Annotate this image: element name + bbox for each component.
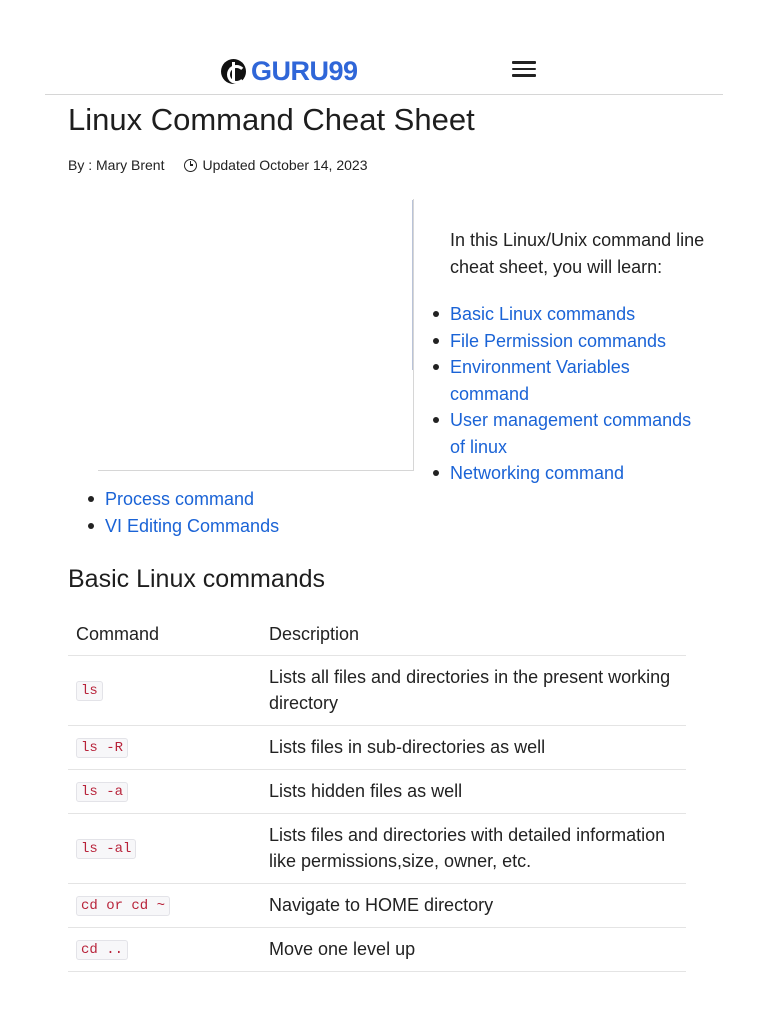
- table-of-contents-continued: [88, 486, 388, 539]
- table-row: [68, 927, 686, 971]
- command-code: ls -R: [76, 738, 128, 758]
- hamburger-icon-bar: [512, 74, 536, 77]
- table-row: [68, 813, 686, 883]
- site-logo[interactable]: [221, 56, 358, 86]
- command-cell: [68, 883, 261, 927]
- table-row: [68, 769, 686, 813]
- toc-item: [88, 513, 388, 540]
- description-cell: Move one level up: [261, 927, 686, 971]
- table-of-contents: [433, 301, 708, 487]
- description-cell: Lists all files and directories in the present working directory: [261, 655, 686, 725]
- hamburger-icon-bar: [512, 68, 536, 71]
- toc-link-user-management[interactable]: User management commands of linux: [450, 410, 692, 457]
- command-code: cd or cd ~: [76, 896, 170, 916]
- guru99-logo-icon: [221, 59, 246, 84]
- toc-link-file-permission-commands[interactable]: File Permission commands: [450, 330, 667, 351]
- page-title: Linux Command Cheat Sheet: [68, 102, 475, 137]
- hamburger-menu-button[interactable]: [512, 58, 536, 80]
- command-code: cd ..: [76, 940, 128, 960]
- author-label: By : Mary Brent: [68, 157, 165, 173]
- command-code: ls -a: [76, 782, 128, 802]
- toc-link-basic-linux-commands[interactable]: Basic Linux commands: [450, 304, 636, 324]
- description-cell: Lists hidden files as well: [261, 769, 686, 813]
- hamburger-icon-bar: [512, 61, 536, 64]
- section-heading: Basic Linux commands: [68, 565, 326, 593]
- command-cell: [68, 813, 261, 883]
- table-row: [68, 725, 686, 769]
- toc-link-environment-variables[interactable]: Environment Variables command: [450, 357, 630, 404]
- command-code: ls -al: [76, 839, 136, 859]
- toc-link-process[interactable]: Process command: [105, 489, 255, 509]
- description-cell: Lists files in sub-directories as well: [261, 725, 686, 769]
- command-code: ls: [76, 681, 103, 701]
- toc-link-networking[interactable]: Networking command: [450, 463, 625, 483]
- article-meta: [68, 157, 367, 173]
- toc-item: [433, 328, 708, 355]
- toc-item: [433, 407, 708, 460]
- toc-intro: In this Linux/Unix command line cheat sheet, you will learn:: [450, 230, 705, 277]
- command-cell: [68, 927, 261, 971]
- toc-item: [433, 460, 708, 487]
- column-header-description: Description: [261, 614, 686, 655]
- description-cell: Navigate to HOME directory: [261, 883, 686, 927]
- logo-text: GURU99: [251, 55, 358, 86]
- column-header-command: Command: [68, 614, 261, 655]
- description-cell: Lists files and directories with detailed information like permissions,size, owner, etc.: [261, 813, 686, 883]
- command-cell: [68, 725, 261, 769]
- divider: [412, 200, 413, 370]
- command-cell: [68, 769, 261, 813]
- table-row: [68, 883, 686, 927]
- site-header: [45, 0, 723, 95]
- commands-table: [68, 614, 686, 972]
- toc-item: [88, 486, 388, 513]
- toc-item: [433, 354, 708, 407]
- command-cell: [68, 655, 261, 725]
- clock-icon: [184, 159, 197, 172]
- table-row: [68, 655, 686, 725]
- toc-link-vi-editing[interactable]: VI Editing Commands: [105, 515, 280, 536]
- updated-date: Updated October 14, 2023: [202, 157, 368, 173]
- table-header-row: [68, 614, 686, 655]
- toc-item: [433, 301, 708, 328]
- ad-placeholder: [98, 199, 414, 471]
